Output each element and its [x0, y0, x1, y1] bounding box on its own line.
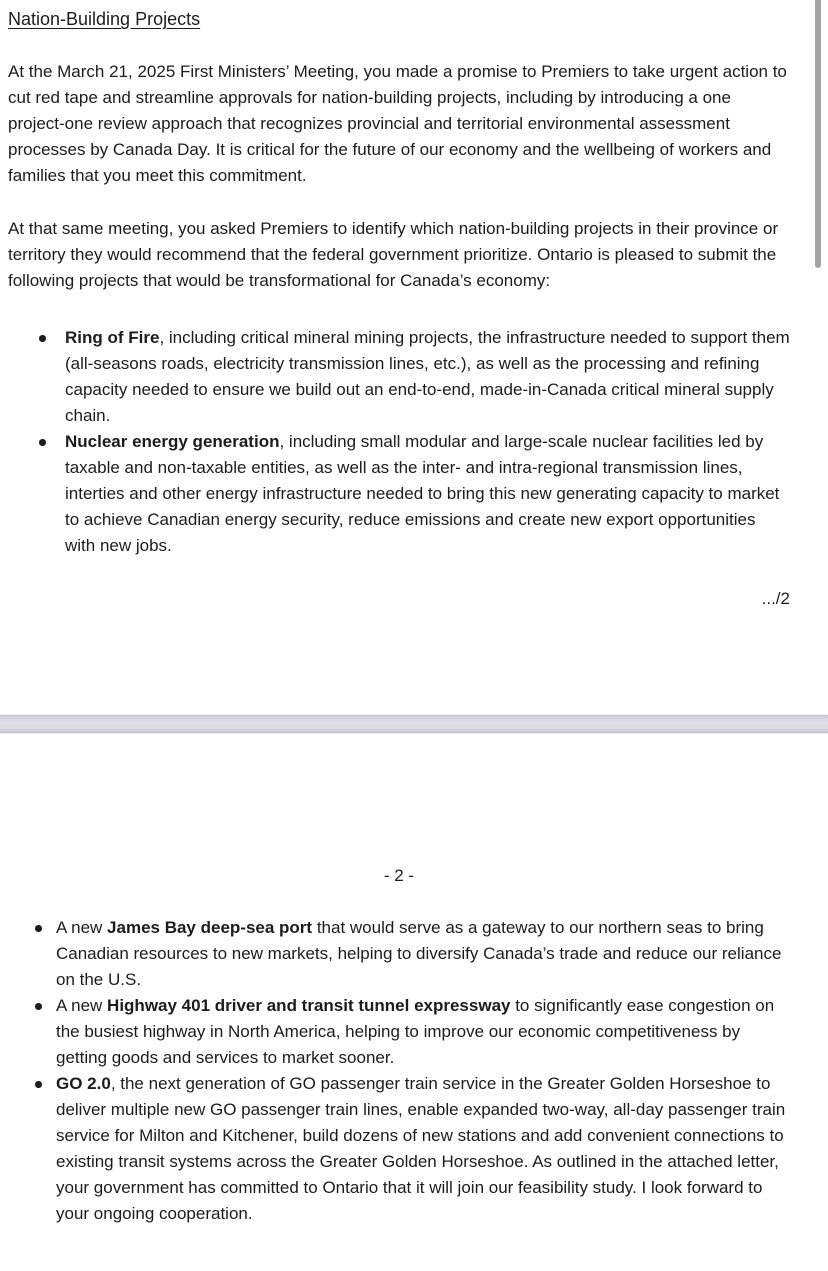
bullet-list — [8, 325, 790, 559]
list-item-text: that would serve as a gateway to our northern seas to bring Canadian resources to new markets, helping to diversify Canada’s trade and reduce our reliance on the U.S. — [56, 918, 782, 989]
section-heading: Nation-Building Projects — [8, 9, 201, 29]
vertical-scrollbar-thumb[interactable] — [815, 0, 821, 268]
list-item — [8, 429, 790, 559]
list-item-title: Nuclear energy generation — [65, 432, 280, 451]
bullet-icon — [35, 1081, 42, 1088]
list-item-text: A new — [56, 996, 108, 1015]
paragraph: At that same meeting, you asked Premiers to identify which nation-building projects in their province or territory they would recommend that the federal government prioritize. Ontario is pleased to submit the following projects that would be transformational for Canada’s economy: — [8, 219, 779, 290]
list-item — [8, 993, 790, 1071]
list-item — [8, 915, 790, 993]
bullet-icon — [39, 439, 46, 446]
list-item-text: to significantly ease congestion on the busiest highway in North America, helping to improve our economic competitiveness by getting goods and services to market sooner. — [56, 996, 775, 1067]
continuation-marker: .../2 — [761, 589, 790, 608]
list-item — [8, 325, 790, 429]
list-item — [8, 1071, 790, 1227]
page-number: - 2 - — [383, 866, 415, 885]
bullet-icon — [35, 925, 42, 932]
list-item-text: , including critical mineral mining projects, the infrastructure needed to support them (all-seasons roads, electricity transmission lines, etc.), as well as the processing and refining capacity needed to ensure we build out an end-to-end, made-in-Canada critical mineral supply chain. — [65, 328, 790, 425]
bullet-icon — [39, 335, 46, 342]
list-item-title: Ring of Fire — [65, 328, 160, 347]
list-item-text: , the next generation of GO passenger train service in the Greater Golden Horseshoe to deliver multiple new GO passenger train lines, enable expanded two-way, all-day passenger train service for Milton and Kitchener, build dozens of new stations and add convenient connections to existing transit systems across the Greater Golden Horseshoe. As outlined in the attached letter, your government has committed to Ontario that it will join our feasibility study. I look forward to your ongoing cooperation. — [56, 1074, 786, 1223]
document-page-2 — [0, 734, 828, 1271]
list-item-title: GO 2.0 — [56, 1074, 111, 1093]
page-separator — [0, 714, 828, 734]
list-item-title: James Bay deep-sea port — [107, 918, 313, 937]
bullet-list — [8, 915, 790, 1227]
bullet-icon — [35, 1003, 42, 1010]
list-item-title: Highway 401 driver and transit tunnel expressway — [107, 996, 511, 1015]
paragraph: At the March 21, 2025 First Ministers’ Meeting, you made a promise to Premiers to take urgent action to cut red tape and streamline approvals for nation-building projects, including by introducing a one project-one review approach that recognizes provincial and territorial environmental assessment processes by Canada Day. It is critical for the future of our economy and the wellbeing of workers and families that you meet this commitment. — [8, 62, 787, 185]
list-item-text: A new — [56, 918, 108, 937]
list-item-text: , including small modular and large-scale nuclear facilities led by taxable and non-taxable entities, as well as the inter- and intra-regional transmission lines, interties and other energy infrastructure needed to bring this new generating capacity to market to achieve Canadian energy security, reduce emissions and create new export opportunities with new jobs. — [65, 432, 780, 555]
